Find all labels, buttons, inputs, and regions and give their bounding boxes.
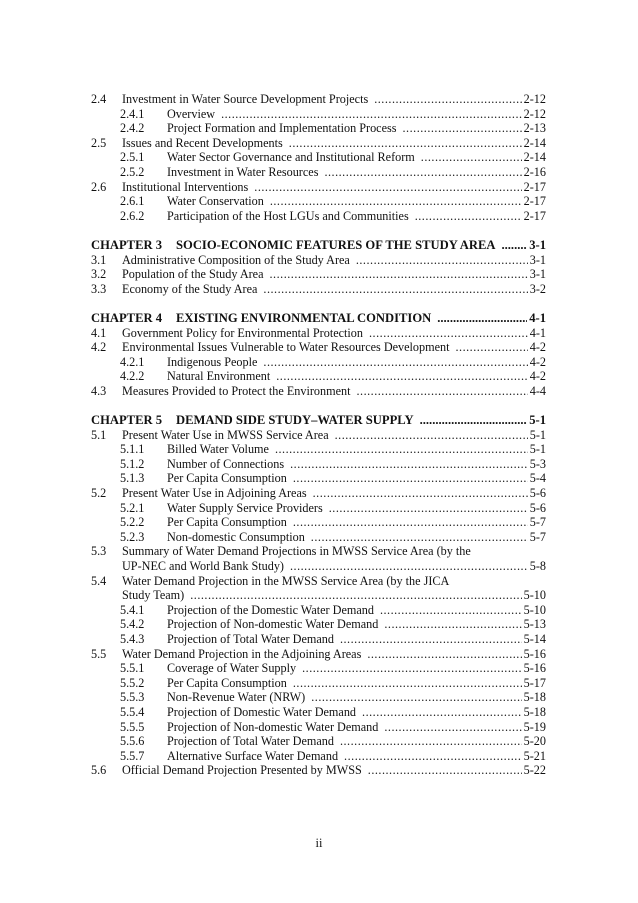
toc-entry-number: 5.2.2: [120, 515, 145, 530]
toc-section-entry[interactable]: [91, 647, 546, 662]
dot-leader: [384, 720, 521, 735]
toc-entry-page: 4-4: [529, 383, 546, 398]
toc-entry-number: 4.2.2: [120, 369, 145, 384]
dot-leader: [190, 588, 521, 603]
toc-subsection-entry[interactable]: [91, 355, 546, 370]
toc-entry-page: 2-16: [523, 164, 546, 179]
dot-leader: [356, 384, 527, 399]
dot-leader: [313, 486, 528, 501]
toc-entry-title: Investment in Water Source Development Projects: [122, 92, 369, 106]
toc-subsection-entry[interactable]: [91, 632, 546, 647]
toc-section-entry[interactable]: [91, 326, 546, 341]
toc-entry-page: 2-17: [523, 208, 546, 223]
toc-subsection-entry[interactable]: [91, 705, 546, 720]
toc-entry-number: 3.1: [91, 252, 107, 267]
toc-entry-page: 5-3: [529, 456, 546, 471]
toc-entry-page: 5-13: [523, 617, 546, 632]
toc-entry-number: 5.6: [91, 763, 107, 778]
toc-entry-page: 5-14: [523, 631, 546, 646]
toc-entry-title: Indigenous People: [167, 354, 258, 369]
toc-entry-page: 5-1: [529, 413, 546, 428]
dot-leader: [293, 471, 528, 486]
toc-entry-page: 5-16: [523, 646, 546, 661]
toc-entry-number: 5.1: [91, 427, 107, 442]
toc-entry-number: 2.6.2: [120, 208, 145, 223]
toc-entry-title: SOCIO-ECONOMIC FEATURES OF THE STUDY AREA: [176, 237, 496, 252]
toc-entry-title: Alternative Surface Water Demand: [167, 748, 339, 763]
toc-entry-title: Project Formation and Implementation Process: [167, 121, 397, 136]
dot-leader: [335, 428, 528, 443]
table-of-contents: [91, 92, 546, 778]
toc-entry-title: Projection of Total Water Demand: [167, 631, 334, 646]
toc-entry-number: 5.2: [91, 486, 107, 501]
dot-leader: [362, 705, 522, 720]
toc-entry-title: Administrative Composition of the Study Area: [122, 252, 350, 267]
toc-entry-page: 5-17: [523, 675, 546, 690]
toc-entry-title: DEMAND SIDE STUDY–WATER SUPPLY: [176, 413, 414, 428]
toc-entry-page: 3-1: [529, 267, 546, 282]
toc-entry-page: 5-20: [523, 734, 546, 749]
toc-entry-number: 5.2.1: [120, 500, 145, 515]
toc-entry-number: 5.4.1: [120, 602, 145, 617]
dot-leader: [290, 559, 528, 574]
toc-entry-title: Institutional Interventions: [122, 179, 249, 194]
toc-entry-title: Economy of the Study Area: [122, 281, 258, 296]
toc-entry-number: 5.4.2: [120, 617, 145, 632]
toc-section-entry[interactable]: [91, 136, 546, 151]
toc-entry-number: CHAPTER 5: [91, 413, 163, 428]
dot-leader: [324, 165, 521, 180]
toc-entry-title: Natural Environment: [167, 369, 271, 384]
toc-entry-page: 2-17: [523, 179, 546, 194]
toc-entry-page: 5-18: [523, 690, 546, 705]
dot-leader: [367, 647, 521, 662]
dot-leader: [254, 180, 521, 195]
toc-section-entry[interactable]: [91, 544, 546, 559]
toc-entry-number: 5.4.3: [120, 631, 145, 646]
toc-entry-number: 5.5.3: [120, 690, 145, 705]
toc-entry-page: 5-7: [529, 515, 546, 530]
toc-entry-title: Coverage of Water Supply: [167, 661, 297, 676]
toc-subsection-entry[interactable]: [91, 471, 546, 486]
dot-leader: [437, 311, 527, 326]
toc-entry-page: 5-22: [523, 763, 546, 778]
toc-entry-title: Projection of Non-domestic Water Demand: [167, 617, 379, 632]
toc-entry-number: 5.5.2: [120, 675, 145, 690]
toc-entry-title: Investment in Water Resources: [167, 164, 319, 179]
dot-leader: [384, 617, 521, 632]
toc-subsection-entry[interactable]: [91, 603, 546, 618]
toc-entry-number: 5.3: [91, 544, 107, 559]
toc-subsection-entry[interactable]: [91, 690, 546, 705]
toc-subsection-entry[interactable]: [91, 150, 546, 165]
toc-entry-number: 2.5: [91, 135, 107, 150]
toc-entry-title: Measures Provided to Protect the Environment: [122, 383, 351, 398]
toc-entry-number: 5.5: [91, 646, 107, 661]
toc-entry-number: 2.6.1: [120, 194, 145, 209]
toc-entry-number: 4.2: [91, 340, 107, 355]
toc-subsection-entry[interactable]: [91, 734, 546, 749]
toc-subsection-entry[interactable]: [91, 165, 546, 180]
toc-entry-page: 2-13: [523, 121, 546, 136]
toc-entry-title: Number of Connections: [167, 456, 285, 471]
toc-subsection-entry[interactable]: [91, 457, 546, 472]
toc-entry-number: 5.5.7: [120, 748, 145, 763]
dot-leader: [293, 515, 528, 530]
toc-subsection-entry[interactable]: [91, 442, 546, 457]
toc-entry-page: 5-7: [529, 529, 546, 544]
toc-entry-page: 5-1: [529, 442, 546, 457]
dot-leader: [501, 238, 527, 253]
toc-entry-number: 5.1.3: [120, 471, 145, 486]
toc-entry-page: 3-1: [529, 237, 546, 252]
toc-entry-title: Billed Water Volume: [167, 442, 269, 457]
toc-section-entry[interactable]: [91, 486, 546, 501]
dot-leader: [455, 340, 527, 355]
dot-leader: [276, 369, 528, 384]
dot-leader: [275, 442, 528, 457]
toc-entry-number: 4.1: [91, 325, 107, 340]
dot-leader: [420, 413, 528, 428]
toc-subsection-entry[interactable]: [91, 661, 546, 676]
toc-entry-page: 4-2: [529, 369, 546, 384]
toc-entry-number: 5.1.1: [120, 442, 145, 457]
dot-leader: [369, 326, 528, 341]
toc-section-entry[interactable]: [91, 340, 546, 355]
toc-entry-number: 2.4.1: [120, 106, 145, 121]
toc-entry-page: 5-6: [529, 486, 546, 501]
toc-entry-title: UP-NEC and World Bank Study): [122, 559, 284, 573]
toc-entry-page: 2-12: [523, 106, 546, 121]
toc-entry-page: 3-2: [529, 281, 546, 296]
toc-entry-number: 4.3: [91, 383, 107, 398]
toc-entry-number: CHAPTER 3: [91, 237, 163, 252]
toc-entry-title: Water Demand Projection in the MWSS Service Area (by the JICA: [122, 573, 450, 588]
toc-entry-title: Present Water Use in MWSS Service Area: [122, 427, 329, 442]
toc-section-entry[interactable]: [91, 428, 546, 443]
toc-entry-number: 4.2.1: [120, 354, 145, 369]
toc-entry-continuation[interactable]: [91, 588, 546, 603]
toc-entry-title: Projection of Non-domestic Water Demand: [167, 719, 379, 734]
toc-section-entry[interactable]: [91, 282, 546, 297]
toc-entry-page: 5-10: [523, 602, 546, 617]
toc-subsection-entry[interactable]: [91, 515, 546, 530]
toc-entry-title: Official Demand Projection Presented by MWSS: [122, 763, 362, 778]
dot-leader: [329, 501, 528, 516]
toc-entry-number: 2.6: [91, 179, 107, 194]
toc-entry-number: 2.5.1: [120, 150, 145, 165]
toc-entry-page: 5-19: [523, 719, 546, 734]
toc-entry-number: 5.2.3: [120, 529, 145, 544]
dot-leader: [421, 150, 522, 165]
toc-entry-number: 5.5.1: [120, 661, 145, 676]
toc-entry-title: Summary of Water Demand Projections in MWSS Service Area (by the: [122, 544, 471, 559]
dot-leader: [374, 92, 521, 107]
toc-subsection-entry[interactable]: [91, 617, 546, 632]
toc-entry-page: 2-12: [523, 92, 546, 106]
toc-entry-number: 2.4: [91, 92, 107, 106]
toc-entry-title: Environmental Issues Vulnerable to Water Resources Development: [122, 340, 450, 355]
dot-leader: [380, 603, 522, 618]
toc-entry-title: Water Supply Service Providers: [167, 500, 323, 515]
toc-entry-title: Per Capita Consumption: [167, 471, 287, 486]
toc-entry-title: Per Capita Consumption: [167, 675, 287, 690]
toc-section-entry[interactable]: [91, 92, 546, 107]
toc-entry-number: 3.2: [91, 267, 107, 282]
toc-entry-page: 4-2: [529, 354, 546, 369]
dot-leader: [311, 530, 528, 545]
dot-leader: [356, 253, 528, 268]
toc-section-entry[interactable]: [91, 253, 546, 268]
dot-leader: [293, 676, 522, 691]
dot-leader: [340, 632, 522, 647]
toc-entry-page: 4-1: [529, 310, 546, 325]
toc-entry-title: Present Water Use in Adjoining Areas: [122, 486, 307, 501]
toc-entry-title: Overview: [167, 106, 216, 121]
toc-entry-page: 5-8: [529, 559, 546, 573]
toc-section-entry[interactable]: [91, 267, 546, 282]
toc-section-entry[interactable]: [91, 574, 546, 589]
dot-leader: [289, 136, 522, 151]
toc-entry-number: 2.5.2: [120, 164, 145, 179]
dot-leader: [403, 121, 522, 136]
toc-entry-page: 5-4: [529, 471, 546, 486]
toc-section-entry[interactable]: [91, 763, 546, 778]
toc-entry-number: 5.1.2: [120, 456, 145, 471]
toc-entry-page: 3-1: [529, 252, 546, 267]
toc-entry-number: 5.5.5: [120, 719, 145, 734]
toc-chapter-heading[interactable]: [91, 413, 546, 428]
toc-entry-page: 2-14: [523, 150, 546, 165]
toc-entry-page: 2-14: [523, 135, 546, 150]
dot-leader: [311, 690, 521, 705]
toc-entry-title: Non-domestic Consumption: [167, 529, 305, 544]
toc-entry-page: 5-16: [523, 661, 546, 676]
dot-leader: [340, 734, 522, 749]
toc-entry-title: Issues and Recent Developments: [122, 135, 283, 150]
toc-subsection-entry[interactable]: [91, 530, 546, 545]
dot-leader: [290, 457, 528, 472]
toc-entry-page: 5-10: [523, 588, 546, 603]
toc-subsection-entry[interactable]: [91, 369, 546, 384]
toc-chapter-heading[interactable]: [91, 238, 546, 253]
toc-section-entry[interactable]: [91, 384, 546, 399]
toc-subsection-entry[interactable]: [91, 749, 546, 764]
toc-entry-page: 5-6: [529, 500, 546, 515]
toc-entry-title: Non-Revenue Water (NRW): [167, 690, 306, 705]
toc-entry-page: 4-2: [529, 340, 546, 355]
dot-leader: [263, 282, 527, 297]
toc-subsection-entry[interactable]: [91, 194, 546, 209]
toc-entry-continuation[interactable]: [91, 559, 546, 574]
toc-entry-page: 5-21: [523, 748, 546, 763]
dot-leader: [344, 749, 522, 764]
toc-entry-title: EXISTING ENVIRONMENTAL CONDITION: [176, 310, 432, 325]
toc-entry-page: 5-1: [529, 427, 546, 442]
dot-leader: [221, 107, 522, 122]
page-number: ii: [315, 836, 323, 850]
dot-leader: [263, 355, 527, 370]
toc-entry-title: Population of the Study Area: [122, 267, 264, 282]
toc-entry-number: 5.5.6: [120, 734, 145, 749]
toc-entry-number: 2.4.2: [120, 121, 145, 136]
toc-entry-page: 2-17: [523, 194, 546, 209]
toc-entry-title: Water Conservation: [167, 194, 264, 209]
toc-section-entry[interactable]: [91, 180, 546, 195]
toc-subsection-entry[interactable]: [91, 107, 546, 122]
toc-entry-title: Per Capita Consumption: [167, 515, 287, 530]
toc-entry-title: Water Sector Governance and Institutional Reform: [167, 150, 415, 165]
toc-subsection-entry[interactable]: [91, 501, 546, 516]
toc-entry-title: Government Policy for Environmental Protection: [122, 325, 363, 340]
toc-chapter-heading[interactable]: [91, 311, 546, 326]
toc-entry-title: Projection of the Domestic Water Demand: [167, 602, 374, 617]
dot-leader: [368, 763, 522, 778]
dot-leader: [270, 194, 522, 209]
toc-entry-page: 5-18: [523, 704, 546, 719]
toc-entry-number: 5.4: [91, 573, 107, 588]
dot-leader: [270, 267, 528, 282]
toc-entry-number: CHAPTER 4: [91, 310, 163, 325]
toc-entry-number: 3.3: [91, 281, 107, 296]
toc-subsection-entry[interactable]: [91, 209, 546, 224]
dot-leader: [415, 209, 522, 224]
toc-subsection-entry[interactable]: [91, 676, 546, 691]
toc-entry-title: Participation of the Host LGUs and Communities: [167, 208, 409, 223]
toc-entry-number: 5.5.4: [120, 704, 145, 719]
dot-leader: [302, 661, 522, 676]
toc-entry-title: Projection of Domestic Water Demand: [167, 704, 357, 719]
toc-entry-page: 4-1: [529, 325, 546, 340]
toc-entry-title: Projection of Total Water Demand: [167, 734, 334, 749]
toc-entry-title: Study Team): [122, 588, 185, 603]
toc-subsection-entry[interactable]: [91, 121, 546, 136]
toc-subsection-entry[interactable]: [91, 720, 546, 735]
toc-entry-title: Water Demand Projection in the Adjoining Areas: [122, 646, 362, 661]
